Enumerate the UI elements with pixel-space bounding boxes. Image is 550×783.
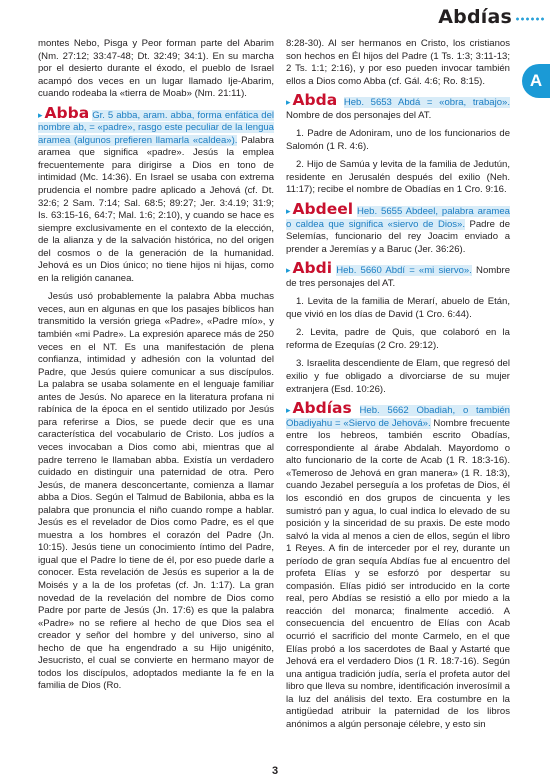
- entry-body: Nombre de tres personajes del AT.: [286, 265, 511, 289]
- left-column: [38, 38, 274, 693]
- entry-headword: Abba: [44, 103, 90, 122]
- entry-headword: Abdeel: [292, 200, 354, 219]
- entry-headword: Abda: [292, 91, 338, 110]
- entry-headword: Abdías: [292, 399, 352, 418]
- etymology-note: Heb. 5655 Abdeel, palabra aramea o caldea que significa «siervo de Dios».: [286, 206, 510, 230]
- entry-arrow-icon: ▸: [286, 265, 291, 276]
- entry-arrow-icon: ▸: [286, 97, 291, 108]
- list-item: 1. Levita de la familia de Merarí, abuelo de Etán, que vivió en los días de David (1 Cro. 6:44).: [286, 296, 510, 320]
- list-item: 2. Hijo de Samúa y levita de la familia de Jedutún, residente en Jerusalén después del exilio (Neh. 11:17); recibe el nombre de Obadías en 1 Cro. 9:16.: [286, 159, 510, 196]
- etymology-note: Heb. 5662 Obadiah, o también Obadiyahu = «Siervo de Jehová».: [286, 405, 510, 429]
- page-number: 3: [271, 765, 279, 777]
- entry-abba: [38, 103, 275, 286]
- entry-body: Palabra aramea que significa «padre». Jesús la emplea frecuentemente para dirigirse a Dios en tono de intimidad (Mc. 14:36). En Israel se usaba con extrema prudencia el nombre padre aplicado a Jehová (cf. Dt. 32:6; 2 Sam. 7:14; Sal. 68:5; 89:27; Jer. 3:4.19; 31:9; Is. 63:15-16, 64:7; Mal. 1:6; 2:10), y cuando se hace es siempre exclusivamente en el contexto de la elección, de la alianza y de la salvación histórica, no del origen del cosmos o de la generación de la humanidad. Jehová es un Dios único; no tiene hijos ni hijas, como en la religión cananea.: [38, 134, 274, 284]
- header-dots-ornament: [515, 17, 545, 21]
- running-header-title: Abdías: [438, 6, 512, 28]
- entry-arrow-icon: ▸: [286, 405, 291, 416]
- etymology-note: Gr. 5 abba, aram. abba, forma enfática del nombre ab, = «padre», rasgo este peculiar de la lengua aramea (algunos prefieren llamarla «caldea»).: [38, 109, 275, 146]
- entry-arrow-icon: ▸: [38, 109, 43, 120]
- right-column: [286, 38, 510, 731]
- abarim-continuation: montes Nebo, Pisga y Peor forman parte del Abarim (Nm. 27:12; 33:47-48; Dt. 32:49; 34:1). En su marcha por el desierto durante el éxodo, el pueblo de Israel acampó dos veces en un lugar llamado Ije-Abarim, cuando rodeaba la «tierra de Moab» (Nm. 21:11).: [38, 38, 274, 100]
- entry-body: Padre de Selemías, funcionario del rey Joacim enviado a prender a Jeremías y a Baruc (Jer. 36:26).: [286, 218, 511, 255]
- entry-abdias: [286, 399, 510, 731]
- section-letter-tab[interactable]: A: [522, 64, 550, 98]
- entry-abdeel: [286, 200, 511, 256]
- abba-jesus-paragraph: Jesús usó probablemente la palabra Abba muchas veces, aun en algunas en que los pasajes bíblicos han transmitido la versión griega «Padre», «Padre mío», y también «mi Padre». La expresión aparece más de 250 veces en el NT. Es una manifestación de plena confianza, intimidad y adhesión con la voluntad del Padre, que Jesús quiere comunicar a sus discípulos. La palabra se usaba solamente en el lenguaje familiar antes de Jesús. No aparece en la literatura profana ni rabínica de la época en el sentido utilizado por Jesús para referirse a Dios, se puede decir que es una característica del vocabulario de Cristo. Los judíos a veces invocaban a Dios como abi, mientras que al padre terreno le llamaban abba. Existía un verdadero cuidado en distinguir una paternidad de otra. Pero Jesús, de manera desconcertante, comienza a llamar abba a Dios. Según el Talmud de Babilonia, abba es la palabra que pronuncia el niño cuando rompe a hablar. Jesús es el revelador de Dios como Padre, es el que muestra a los hombres el corazón del Padre (Jn. 10:15). Jesús tiene un conocimiento íntimo del Padre, igual que el Padre lo tiene de él, por eso puede darle a conocer. Esta revelación de Jesús es superior a la de Moisés y a la de los profetas (cf. Jn. 1:17). La gran novedad de la revelación del nombre de Dios como Padre por parte de Jesús (Jn. 17:6) es que la palabra «Padre» no se refiere al hecho de que Dios sea el creador y señor del hombre y del universo, sino al hecho de que ha engendrado a su Hijo unigénito, Jesucristo, el cual se convierte en hermano mayor de todos los discípulos, adoptados mediante la fe en la familia de Dios (Ro.: [38, 291, 274, 692]
- entry-arrow-icon: ▸: [286, 206, 291, 217]
- entry-headword: Abdi: [292, 259, 333, 278]
- list-item: 1. Padre de Adoniram, uno de los funcionarios de Salomón (1 R. 4:6).: [286, 128, 510, 152]
- entry-abda: [286, 91, 510, 122]
- list-item: 2. Levita, padre de Quis, que colaboró en la reforma de Ezequías (2 Cro. 29:12).: [286, 327, 510, 351]
- list-item: 3. Israelita descendiente de Elam, que regresó del exilio y fue obligado a divorciarse de su mujer extranjera (Esd. 10:26).: [286, 358, 510, 395]
- etymology-note: Heb. 5660 Abdí = «mi siervo».: [336, 265, 472, 277]
- entry-body: Nombre frecuente entre los hebreos, también escrito Obadías, correspondiente al árabe Abdalah. Mayordomo o alto funcionario de la corte de Acab (1 R. 18:3-16). «Temeroso de Jehová en gran manera» (1 R. 18:3), cuando Jezabel perseguía a los profetas de Dios, él los escondió en dos grupos de cincuenta y les sumistró pan y agua, lo cual indica lo elevado de su posición y la sinceridad de su praxis. De este modo salvó la vida al menos a cien de ellos, según el libro 1 Reyes. A fin de interceder por el rey, durante un período de gran sequía Abdías fue al encuentro del profeta Elías y se esforzó por despertar su compasión. Elías pidió ser introducido en la corte real, pero Abdías se resistió a ello por miedo a la reacción del monarca; finalmente accedió. A consecuencia del encuentro de Elías con Acab ocurrió el sacrificio del monte Carmelo, en el que Elías probó a los sacerdotes de Baal y Astarté que Jehová era el verdadero Dios (1 R. 18:7-16). Según una antigua tradición judía, sería el profeta autor del libro que lleva su nombre, identificación inverosímil a la luz del análisis del texto. Era costumbre en la antigüedad atribuir la paternidad de los libros anónimos a algún personaje célebre, y esto sin: [286, 417, 510, 730]
- entry-abdi: [286, 259, 511, 290]
- entry-body: Nombre de dos personajes del AT.: [286, 109, 432, 121]
- abba-continuation: 8:28-30). Al ser hermanos en Cristo, los cristianos son hechos en Él hijos del Padre (1 Ts. 1:3; 3:11-13; 2 Ts. 1:1; 2:16), y por eso pueden invocar también ellos a Dios como Abba (cf. Gál. 4:6; Ro. 8:15).: [286, 38, 510, 87]
- etymology-note: Heb. 5653 Abdá = «obra, trabajo».: [343, 97, 510, 109]
